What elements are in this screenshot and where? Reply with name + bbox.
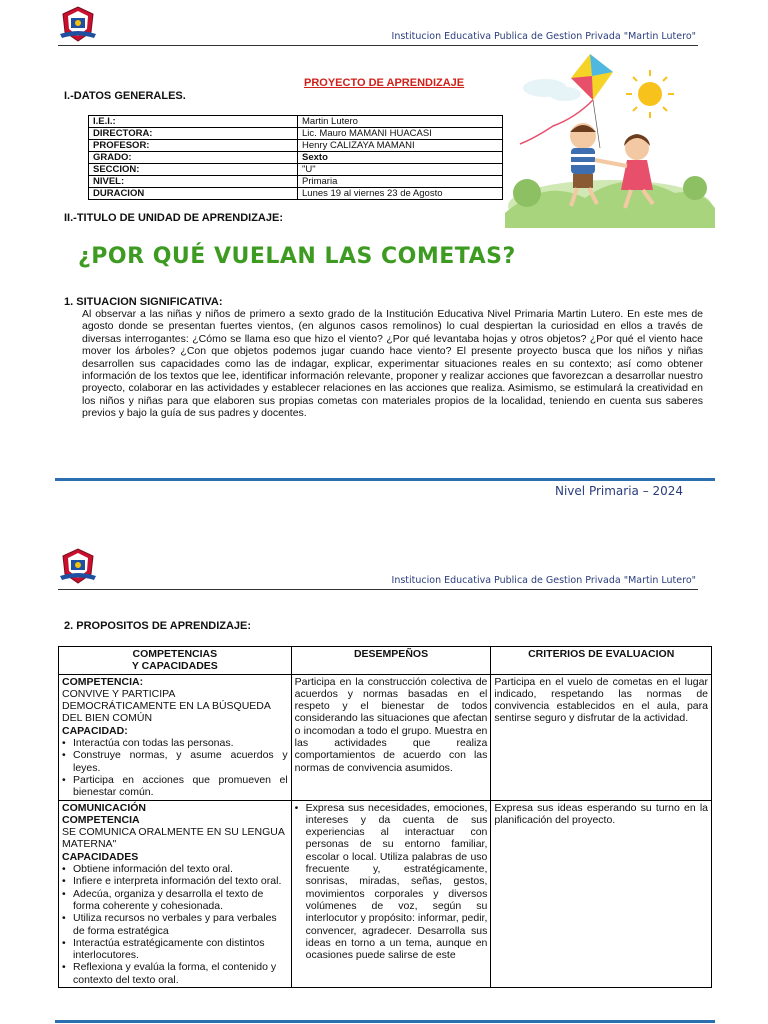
- list-item: • Expresa sus necesidades, emociones, intereses y da cuenta de sus experiencias al interactuar con personas de su entorno familiar, escolar o local. Utiliza palabras de uso frecuente y, estratégicamente, sonrisas, miradas, señas, gestos, movimientos corporales y diversos volúmenes de voz, según su interlocutor y propósito: informar, pedir, convencer, agradecer. Desarrolla sus ideas en torno a un tema, aunque en ocasiones puede salirse de este: [295, 802, 488, 962]
- data-key: SECCION:: [89, 164, 298, 176]
- list-item: • Infiere e interpreta información del texto oral.: [62, 875, 288, 887]
- table-row: [89, 140, 503, 152]
- table-row: [89, 188, 503, 200]
- table-row: [89, 128, 503, 140]
- list-item: • Adecúa, organiza y desarrolla el texto de forma coherente y cohesionada.: [62, 888, 288, 913]
- data-key: I.E.I.:: [89, 116, 298, 128]
- unit-title: ¿POR QUÉ VUELAN LAS COMETAS?: [78, 244, 516, 269]
- data-value: Sexto: [298, 152, 503, 164]
- general-data-table: [88, 115, 503, 200]
- purposes-heading: 2. PROPOSITOS DE APRENDIZAJE:: [64, 620, 252, 632]
- kite-icon: [520, 54, 613, 148]
- data-key: DIRECTORA:: [89, 128, 298, 140]
- list-item: • Utiliza recursos no verbales y para verbales de forma estratégica: [62, 912, 288, 937]
- capacity-list: [62, 863, 288, 986]
- institution-header: Institucion Educativa Publica de Gestion Privada "Martin Lutero": [391, 575, 696, 586]
- list-item: • Reflexiona y evalúa la forma, el contenido y contexto del texto oral.: [62, 961, 288, 986]
- data-value: Primaria: [298, 176, 503, 188]
- situation-paragraph: Al observar a las niñas y niños de primero a sexto grado de la Institución Educativa Nivel Primaria Martin Lutero. En este mes de agosto donde se presentan fuertes vientos, (en algunos casos remolinos) lo cual despiertan la curiosidad en ellos a través de diversas interrogantes: ¿Cómo se llama eso que hizo el viento? ¿Por qué levantaba hojas y otros objetos? ¿Por qué el viento hace mover los árboles? ¿Con que objetos podemos jugar cuando hace viento? El presente proyecto busca que los niños y niñas desarrollen sus capacidades como las de indagar, explicar, experimentar situaciones reales en su contexto; así como obtener información de los textos que lee, identificar información relevante, proponer y realizar acciones que favorezcan a desarrollar nuestro proyecto, colaborar en las actividades y establecer relaciones en las acciones que realiza. Asimismo, se estimulará la creatividad en los niños y niñas para que elaboren sus propias cometas con materiales propios de la localidad, teniendo en cuenta sus saberes previos y bajo la guía de sus padres y docentes.: [82, 308, 703, 420]
- table-row: [89, 164, 503, 176]
- list-item: • Participa en acciones que promueven el bienestar común.: [62, 774, 288, 799]
- table-header-row: [59, 647, 712, 675]
- learning-purposes-table: [58, 646, 712, 988]
- competency-cell: COMPETENCIA: CONVIVE Y PARTICIPA DEMOCRÁTICAMENTE EN LA BÚSQUEDA DEL BIEN COMÚN CAPACIDAD: • Interactúa con todas las personas. • Construye normas, y asume acuerdos y leyes. • Participa en acciones que promueven el bienestar común.: [59, 674, 292, 800]
- list-item: • Construye normas, y asume acuerdos y leyes.: [62, 749, 288, 774]
- kids-flying-kite-illustration: [505, 48, 715, 228]
- project-title: PROYECTO DE APRENDIZAJE: [304, 77, 465, 89]
- col-header-criterios: CRITERIOS DE EVALUACION: [491, 647, 712, 675]
- section-titulo-unidad: II.-TITULO DE UNIDAD DE APRENDIZAJE:: [64, 212, 283, 224]
- list-item: • Obtiene información del texto oral.: [62, 863, 288, 875]
- col-header-desempenos: DESEMPEÑOS: [291, 647, 491, 675]
- table-row: [59, 674, 712, 800]
- page-footer: Nivel Primaria – 2024: [555, 484, 684, 498]
- list-item: • Interactúa estratégicamente con distintos interlocutores.: [62, 937, 288, 962]
- data-key: PROFESOR:: [89, 140, 298, 152]
- col-header-competencias: COMPETENCIAS Y CAPACIDADES: [59, 647, 292, 675]
- performance-cell: [291, 800, 491, 987]
- table-row: [59, 800, 712, 987]
- data-value: Lic. Mauro MAMANI HUACASI: [298, 128, 503, 140]
- data-key: GRADO:: [89, 152, 298, 164]
- page-footer-rule: [55, 1020, 715, 1023]
- school-crest-logo: [58, 4, 98, 44]
- criteria-cell: Expresa sus ideas esperando su turno en la planificación del proyecto.: [491, 800, 712, 987]
- institution-header: Institucion Educativa Publica de Gestion Privada "Martin Lutero": [391, 31, 696, 42]
- capacity-list: [62, 737, 288, 798]
- data-key: DURACION: [89, 188, 298, 200]
- situation-heading: 1. SITUACION SIGNIFICATIVA:: [64, 296, 223, 308]
- competency-cell: COMUNICACIÓN COMPETENCIA SE COMUNICA ORALMENTE EN SU LENGUA MATERNA" CAPACIDADES • Obtiene información del texto oral. • Infiere e interpreta información del texto oral. • Adecúa, organiza y desarrolla el texto de forma coherente y cohesionada. • Utiliza recursos no verbales y para verbales de forma estratégica • Interactúa estratégicamente con distintos interlocutores. • Reflexiona y evalúa la forma, el contenido y contexto del texto oral.: [59, 800, 292, 987]
- section-datos-generales: I.-DATOS GENERALES.: [64, 90, 186, 102]
- sun-icon: [626, 70, 674, 118]
- list-item: • Interactúa con todas las personas.: [62, 737, 288, 749]
- data-value: Henry CALIZAYA MAMANI: [298, 140, 503, 152]
- data-value: Lunes 19 al viernes 23 de Agosto: [298, 188, 503, 200]
- school-crest-logo: [58, 546, 98, 586]
- header-rule: [58, 589, 698, 590]
- data-value: "U": [298, 164, 503, 176]
- table-row: [89, 116, 503, 128]
- performance-cell: Participa en la construcción colectiva de acuerdos y normas basadas en el respeto y el bienestar de todos considerando las situaciones que afectan o incomodan a todo el grupo. Muestra en las actividades que realiza comportamientos de acuerdo con las normas de convivencia asumidos.: [291, 674, 491, 800]
- page-footer-rule: [55, 478, 715, 481]
- table-row: [89, 176, 503, 188]
- data-value: Martin Lutero: [298, 116, 503, 128]
- header-rule: [58, 45, 698, 46]
- data-key: NIVEL:: [89, 176, 298, 188]
- table-row: [89, 152, 503, 164]
- criteria-cell: Participa en el vuelo de cometas en el lugar indicado, respetando las normas de convivencia establecidos en el aula, para sentirse seguro y disfrutar de la actividad.: [491, 674, 712, 800]
